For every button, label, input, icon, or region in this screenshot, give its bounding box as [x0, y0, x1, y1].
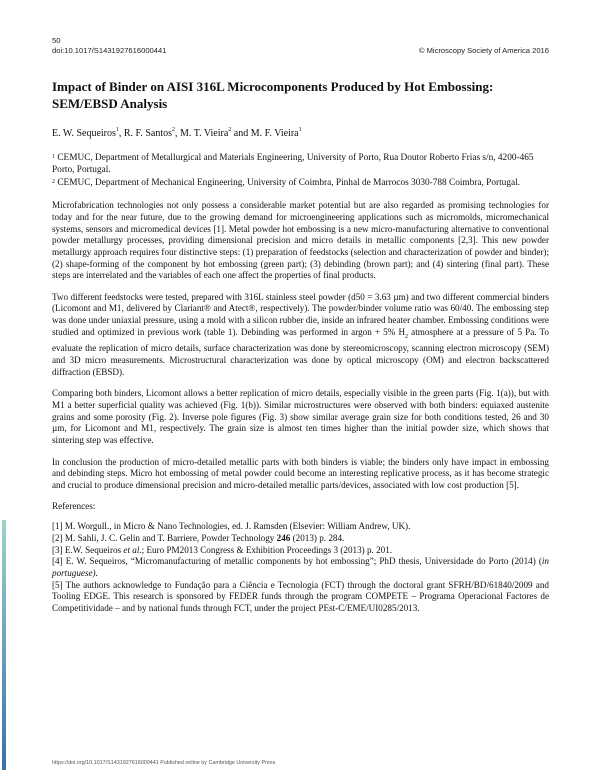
- reference-5: [5] The authors acknowledge to Fundação para a Ciência e Tecnologia (FCT) through the doctoral grant SFRH/BD/61840/2009 and Tooling EDGE. This research is sponsored by FEDER funds through the program COMPETE – Programa Operacional Factores de Competitividade – and by national funds through FCT, under the project PEst-C/EME/UI0285/2013.: [52, 579, 549, 614]
- author-affil-marker: 2: [228, 127, 232, 133]
- body-paragraph-1: Microfabrication technologies not only possess a considerable market potential but are also regarded as promising technologies for today and for the near future, due to the growing demand for microengineering applications such as micromolds, micromechanical systems, sensors and micromedical devices [1]. Metal powder hot embossing is a new micro-manufacturing alternative to conventional powder metallurgy processes, providing dimensional precision and micro details in metallic components [2,3]. This new powder metallurgy approach requires four distinctive steps: (1) preparation of feedstocks (selection and characterization of powder and binder); (2) shape-forming of the component by hot embossing (green part); (3) debinding (brown part); and (4) sintering (final part). These steps are interrelated and the variables of each one affect the properties of final products.: [52, 200, 549, 281]
- reference-1: [1] M. Worgull., in Micro & Nano Technologies, ed. J. Ramsden (Elsevier: William Andrew, UK).: [52, 521, 411, 532]
- author-name: M. T. Vieira: [180, 128, 229, 139]
- body-paragraph-4: In conclusion the production of micro-detailed metallic parts with both binders is viable; the binders only have impact in embossing and debinding steps. Micro hot embossing of metal powder could become an interesting replicative process, as it has become strategic and crucial to produce dimensional precision and micro-detailed metallic parts/devices, associated with low cost production [5].: [52, 456, 549, 490]
- author-name: R. F. Santos: [123, 128, 172, 139]
- reference-3: [3] E.W. Sequeiros et al.; Euro PM2013 Congress & Exhibition Proceedings 3 (2013) p. 201.: [52, 544, 393, 555]
- body-paragraph-2: Two different feedstocks were tested, prepared with 316L stainless steel powder (d50 = 3.63 µm) and two different commercial binders (Licomont and M1, delivered by Clariant® and Atect®, respectively). The powder/binder volume ratio was 60/40. The embossing step was done under uniaxial pressure, using a mold with a silicon rubber die, inside an infrared heater chamber. Embossing conditions were studied and optimized in previous work (table 1). Debinding was performed in argon + 5% $H_2$ atmosphere at a pressure of 5 Pa. To evaluate the replication of micro details, surface characterization was done by stereomicroscopy, scanning electron microscopy (SEM) and 3D micro measurements. Microstructural characterization was done by optical microscopy (OM) and electron backscattered diffraction (EBSD).: [52, 291, 549, 377]
- affiliation-2: $^2$ CEMUC, Department of Mechanical Engineering, University of Coimbra, Pinhal de Marrocos 3030-788 Coimbra, Portugal.: [52, 177, 521, 188]
- author-list: E. W. Sequeiros$^1$, R. F. Santos$^2$, M. T. Vieira$^2$ and M. F. Vieira$^1$: [52, 127, 302, 139]
- author-name: M. F. Vieira: [250, 128, 299, 139]
- paper-title: Impact of Binder on AISI 316L Microcomponents Produced by Hot Embossing: SEM/EBSD Analysis: [52, 79, 494, 111]
- cup-color-strip: [2, 520, 6, 770]
- running-header: [52, 36, 549, 56]
- copyright: © Microscopy Society of America 2016: [418, 46, 549, 55]
- page-number: 50: [52, 36, 61, 45]
- affiliation-1: $^1$ CEMUC, Department of Metallurgical and Materials Engineering, University of Porto, Rua Doutor Roberto Frias s/n, 4200-465 Porto, Portugal.: [52, 153, 534, 176]
- page: [52, 36, 549, 615]
- references-heading: References:: [52, 501, 96, 512]
- author-name: E. W. Sequeiros: [52, 128, 116, 139]
- author-affil-marker: 1: [115, 127, 119, 133]
- author-affil-marker: 1: [298, 127, 302, 133]
- reference-4: [4] E. W. Sequeiros, “Micromanufacturing of metallic components by hot embossing”; PhD thesis, Universidade do Porto (2014) (in portuguese).: [52, 556, 549, 579]
- body-paragraph-3: Comparing both binders, Licomont allows a better replication of micro details, especially visible in the green parts (Fig. 1(a)), but with M1 a better superficial quality was achieved (Fig. 1(b)). Similar microstructures were observed with both binders: equiaxed austenite grains and some porosity (Fig. 2). Inverse pole figures (Fig. 3) show similar average grain size for both conditions tested, 26 and 30 µm, for Licomont and M1, respectively. The grain size is almost ten times higher than the initial powder size, which shows that sintering step was effective.: [52, 388, 549, 445]
- footer-doi-link[interactable]: https://doi.org/10.1017/S1431927616000441 Published online by Cambridge University Press: [52, 760, 276, 766]
- affiliations: [52, 152, 549, 189]
- reference-2: [2] M. Sahli, J. C. Gelin and T. Barriere, Powder Technology 246 (2013) p. 284.: [52, 533, 345, 544]
- doi-link[interactable]: doi:10.1017/S1431927616000441: [52, 46, 167, 55]
- author-affil-marker: 2: [172, 127, 175, 133]
